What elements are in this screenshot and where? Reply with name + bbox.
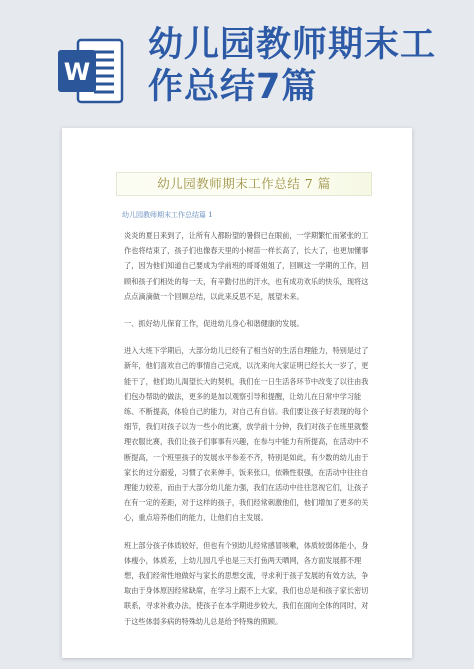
document-title: 幼儿园教师期末工作总结 7 篇 <box>116 172 372 196</box>
section-subheading: 幼儿园教师期末工作总结篇 1 <box>122 211 213 219</box>
banner-title: 幼儿园教师期末工作总结7篇 <box>148 25 437 107</box>
banner <box>0 0 474 120</box>
svg-text:W: W <box>63 58 91 86</box>
paragraph: 炎炎的夏日来到了，让所有人都盼望的暑假已在眼前，一学期繁忙而紧张的工作也将结束了，孩子们也像春天里的小树苗一样长高了，长大了，也更加懂事了，因为他们知道自己要成为学前班的哥哥姐姐了，回顾这一学期的工作，回顾和孩子们相处的每一天，有辛勤付出的汗水，也有成功欢乐的快乐，现将这点点滴滴做一个回顾总结，以此来反思不足，展望未来。 <box>124 231 369 301</box>
document-body <box>124 228 370 641</box>
word-document-icon <box>56 36 126 106</box>
section-heading-paragraph: 一、抓好幼儿保育工作，促进幼儿身心和谐健康的发展。 <box>124 319 304 329</box>
paragraph: 班上部分孩子体质较好，但也有个别幼儿经常感冒咳嗽，体质较弱体能小，身体瘦小，体质差，上幼儿园几乎也是三天打鱼两天晒网，各方面发展都不理想，我们经常性地做好与家长的思想交流，寻求利于孩子发展的有效方法，争取由于身体原因经常缺席，在学习上跟不上大家，我们也总是和孩子家长密切联系，寻求补救办法，使孩子在本学期进步较大，我们在面向全体的同时，对于这些体弱多病的特殊幼儿总是给予特殊的照顾。 <box>124 540 369 626</box>
document-page <box>62 128 412 658</box>
paragraph: 进入大班下学期后，大部分幼儿已经有了相当好的生活自理能力，特别是过了新年，他们喜欢自己的事情自己完成，以沈来向大家证明已经长大一岁了，更能干了，他们幼儿渴望长大的契机，我们在一日生活各环节中改变了以往由我们包办帮助的做法，更多的是加以观察引导和提醒，让幼儿在日常中学习能练、不断提高，体验自己的能力，对自己有自信。我们要让孩子好表现的每个细节，我们对孩子以为一些小的比赛，放学前十分钟，我们对孩子在班里就整理衣服比赛，我们让孩子们事事有兴趣，在参与中能力有所提高，在活动中不断提高，一个班里孩子的发展水平参差不齐，特别是如此，有少数的幼儿由于家长的过分溺爱，习惯了衣来伸手，饭来张口，依赖性很强，在活动中往往自理能力较差，而由于大部分幼儿能力强，我们在活动中往往忽视它们，让孩子在有一定的差距，对于这样的孩子，我们经常刺激他们，他们增加了更多的关心，重点培养他们的能力，让他们自主发展。 <box>124 346 369 523</box>
